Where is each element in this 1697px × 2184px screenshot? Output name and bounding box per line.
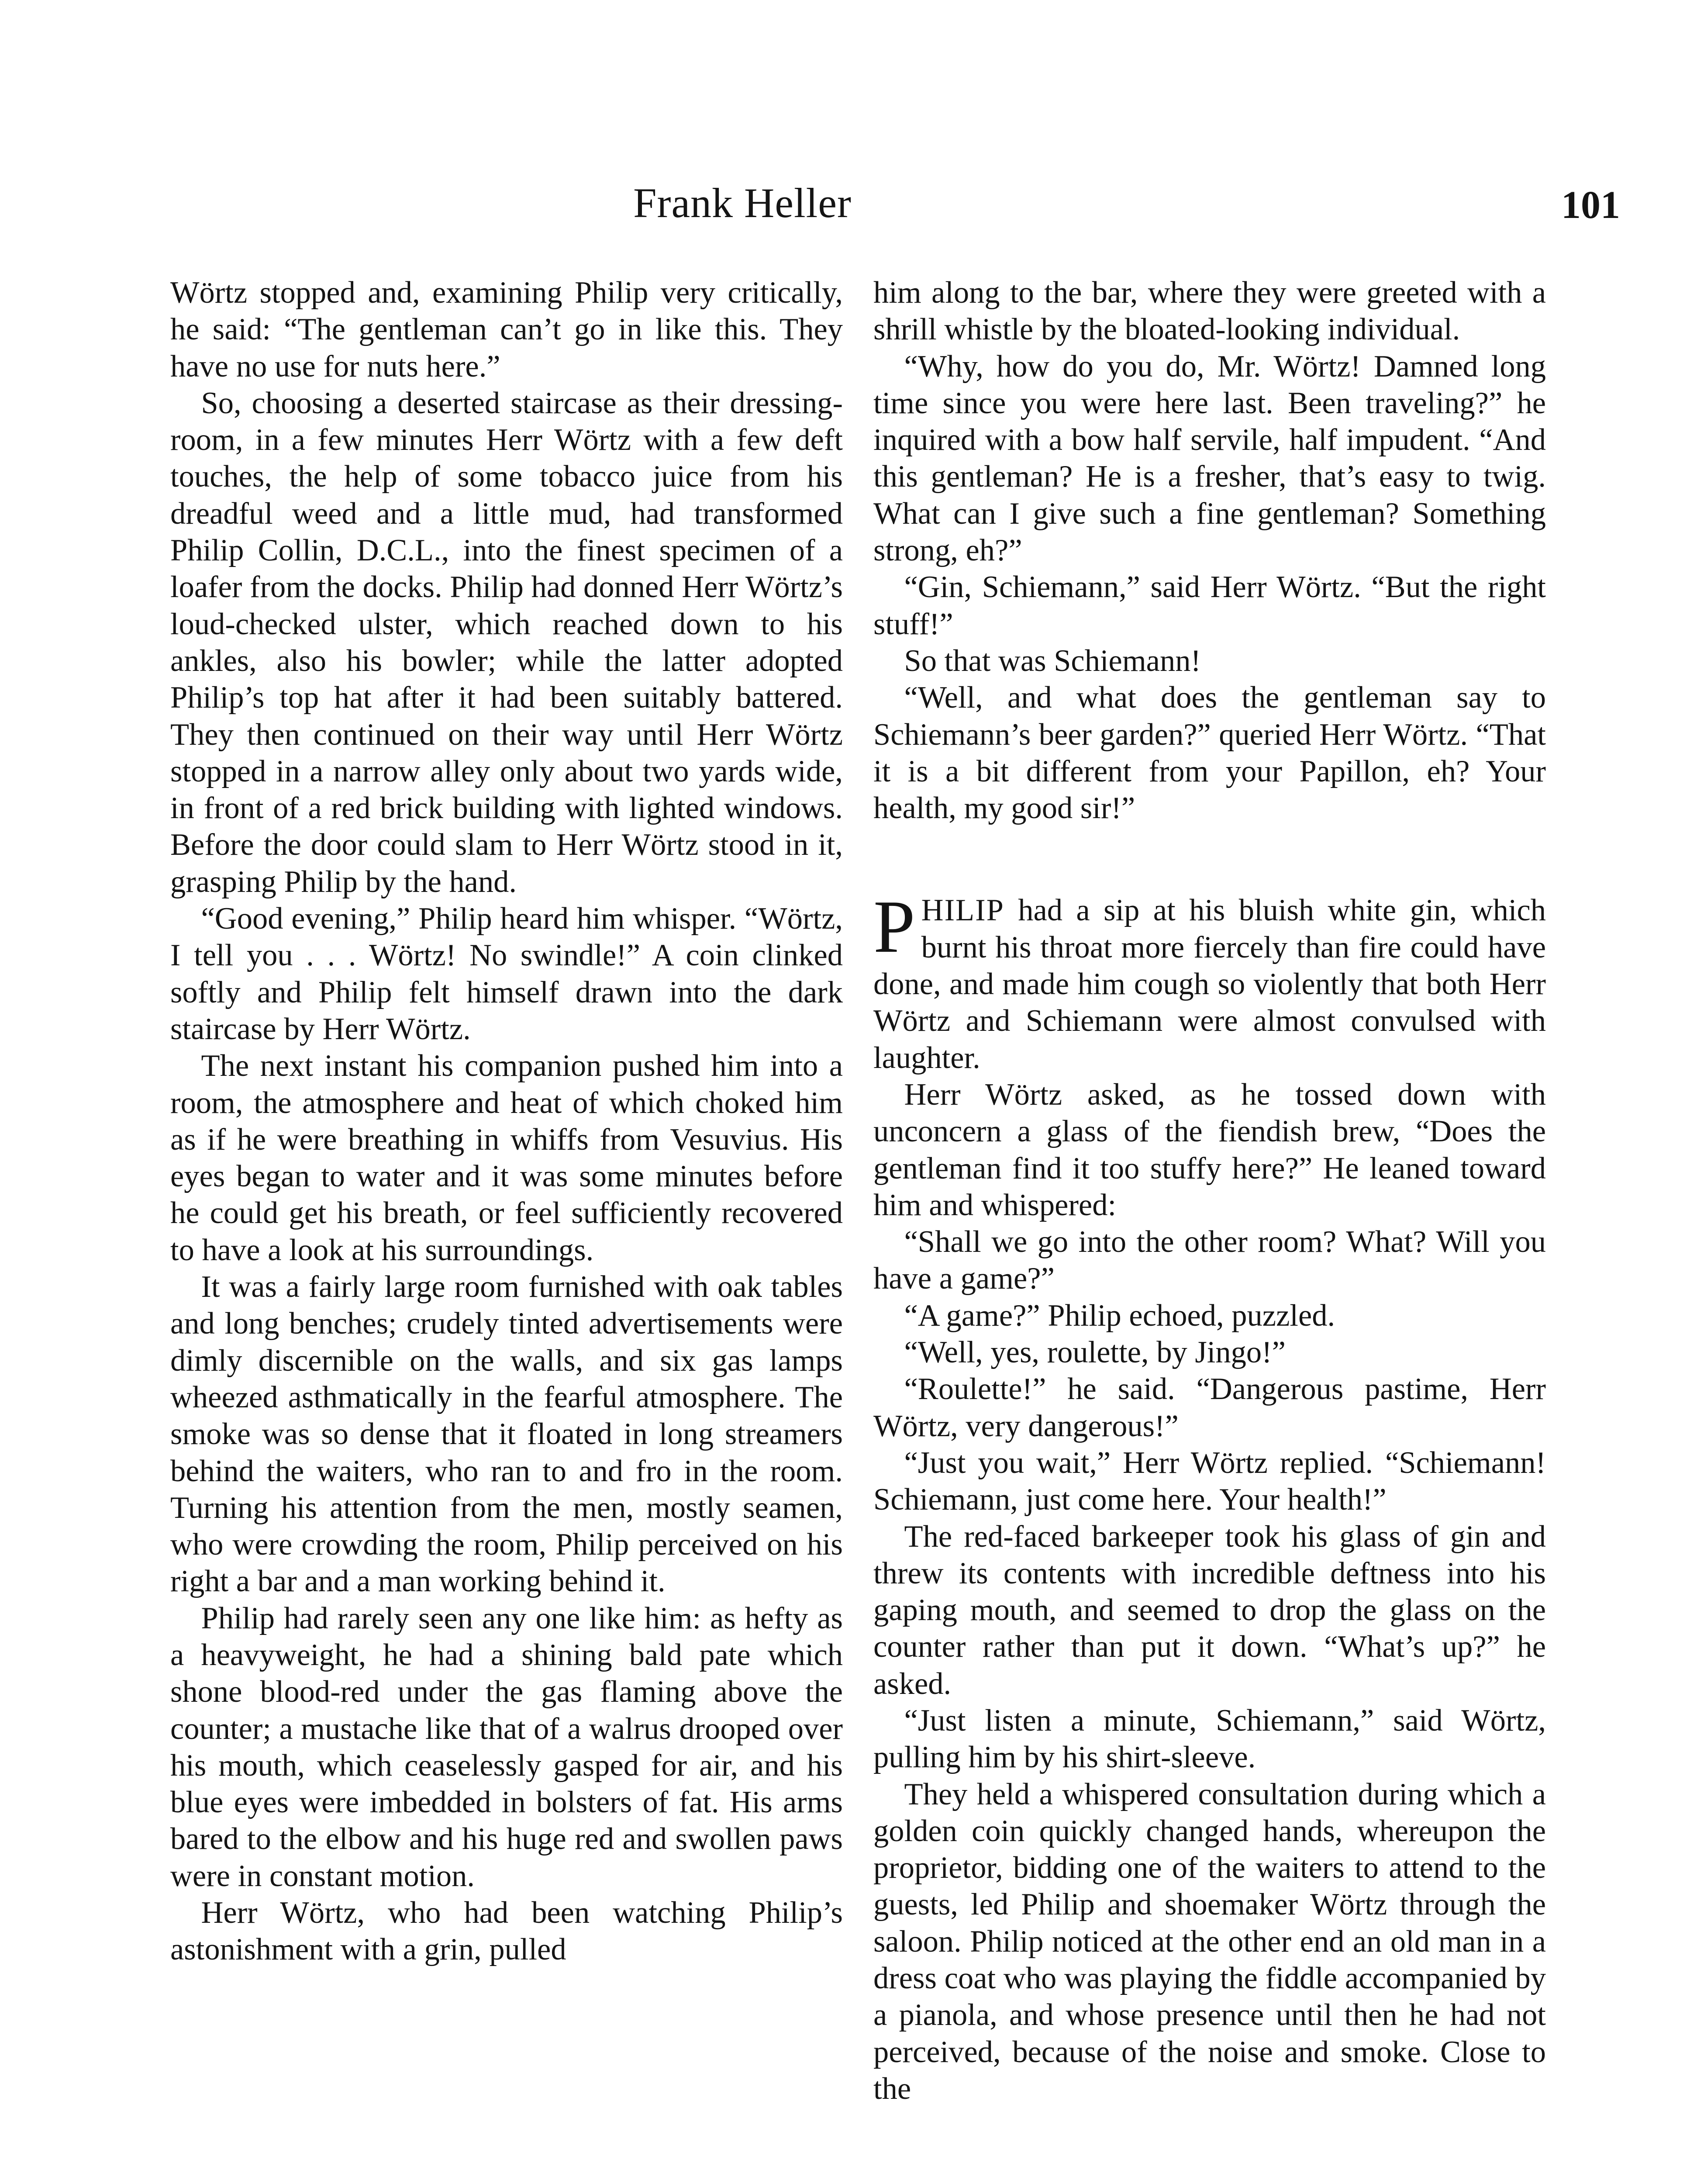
paragraph: The red-faced barkeeper took his glass of gin and threw its contents with incredible deftness into his gaping mouth, and seemed to drop the glass on the counter rather than put it down. “What’s up?” he asked. — [873, 1519, 1546, 1701]
paragraph: “Good evening,” Philip heard him whisper. “Wörtz, I tell you . . . Wörtz! No swindle!” A coin clinked softly and Philip felt himself drawn into the dark staircase by Herr Wörtz. — [170, 902, 843, 1046]
small-caps-word: HILIP — [921, 893, 1004, 928]
running-head-author: Frank Heller — [633, 180, 852, 226]
paragraph-text: had a sip at his bluish white gin, which burnt his throat more fiercely than fire could have done, and made him cough so violently that both Herr Wörtz and Schiemann were almost convulsed with laughter. — [873, 893, 1546, 1075]
paragraph: So, choosing a deserted staircase as their dressing-room, in a few minutes Herr Wörtz with a few deft touches, the help of some tobacco juice from his dreadful weed and a little mud, had transformed Philip Collin, D.C.L., into the finest specimen of a loafer from the docks. Philip had donned Herr Wörtz’s loud-checked ulster, which reached down to his ankles, also his bowler; while the latter adopted Philip’s top hat after it had been suitably battered. They then continued on their way until Herr Wörtz stopped in a narrow alley only about two yards wide, in front of a red brick building with lighted windows. Before the door could slam to Herr Wörtz stood in it, grasping Philip by the hand. — [170, 386, 843, 899]
drop-cap-letter: P — [873, 885, 915, 969]
paragraph: They held a whispered consultation during which a golden coin quickly changed hands, whereupon the proprietor, bidding one of the waiters to attend to the guests, led Philip and shoemaker Wörtz through the saloon. Philip noticed at the other end an old man in a dress coat who was playing the fiddle accompanied by a pianola, and whose presence until then he had not perceived, because of the noise and smoke. Close to the — [873, 1777, 1546, 2106]
page-number: 101 — [1561, 183, 1620, 227]
dropcap-paragraph — [873, 885, 1546, 1076]
paragraph: It was a fairly large room furnished with oak tables and long benches; crudely tinted advertisements were dimly discernible on the walls, and six gas lamps wheezed asthmatically in the fearful atmosphere. The smoke was so dense that it floated in long streamers behind the waiters, who ran to and fro in the room. Turning his attention from the men, mostly seamen, who were crowding the room, Philip perceived on his right a bar and a man working behind it. — [170, 1270, 843, 1599]
paragraph: Philip had rarely seen any one like him: as hefty as a heavyweight, he had a shining bald pate which shone blood-red under the gas flaming above the counter; a mustache like that of a walrus drooped over his mouth, which ceaselessly gasped for air, and his blue eyes were imbedded in bolsters of fat. His arms bared to the elbow and his huge red and swollen paws were in constant motion. — [170, 1601, 843, 1893]
paragraph: him along to the bar, where they were greeted with a shrill whistle by the bloated-looking individual. — [873, 276, 1546, 347]
paragraph: “Well, and what does the gentleman say to Schiemann’s beer garden?” queried Herr Wörtz. “That it is a bit different from your Papillon, eh? Your health, my good sir!” — [873, 681, 1546, 826]
paragraph: Herr Wörtz, who had been watching Philip’s astonishment with a grin, pulled — [170, 1896, 843, 1967]
paragraph: Herr Wörtz asked, as he tossed down with unconcern a glass of the fiendish brew, “Does the gentleman find it too stuffy here?” He leaned toward him and whispered: — [873, 1077, 1546, 1222]
right-column — [873, 274, 1546, 2107]
paragraph: The next instant his companion pushed him into a room, the atmosphere and heat of which choked him as if he were breathing in whiffs from Vesuvius. His eyes began to water and it was some minutes before he could get his breath, or feel sufficiently recovered to have a look at his surroundings. — [170, 1049, 843, 1267]
paragraph: “Why, how do you do, Mr. Wörtz! Damned long time since you were here last. Been traveling?” he inquired with a bow half servile, half impudent. “And this gentleman? He is a fresher, that’s easy to twig. What can I give such a fine gentleman? Something strong, eh?” — [873, 349, 1546, 568]
left-column — [170, 274, 843, 1968]
paragraph: “Well, yes, roulette, by Jingo!” — [904, 1335, 1286, 1370]
paragraph: “Shall we go into the other room? What? Will you have a game?” — [873, 1225, 1546, 1296]
paragraph: “Just you wait,” Herr Wörtz replied. “Schiemann! Schiemann, just come here. Your health!” — [873, 1445, 1546, 1517]
paragraph: “A game?” Philip echoed, puzzled. — [904, 1298, 1335, 1333]
paragraph: So that was Schiemann! — [904, 643, 1201, 678]
paragraph: Wörtz stopped and, examining Philip very critically, he said: “The gentleman can’t go in like this. They have no use for nuts here.” — [170, 276, 843, 384]
paragraph: “Gin, Schiemann,” said Herr Wörtz. “But the right stuff!” — [873, 570, 1546, 641]
paragraph: “Roulette!” he said. “Dangerous pastime, Herr Wörtz, very dangerous!” — [873, 1372, 1546, 1443]
paragraph: “Just listen a minute, Schiemann,” said Wörtz, pulling him by his shirt-sleeve. — [873, 1703, 1546, 1775]
